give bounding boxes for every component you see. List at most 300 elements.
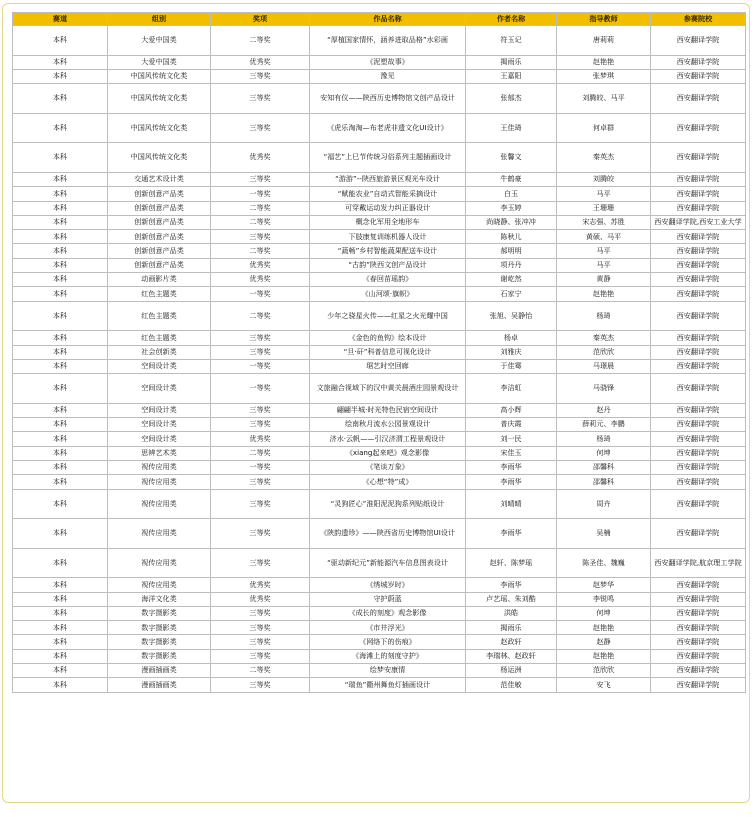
cell-teacher: 马骁锋 bbox=[557, 374, 651, 404]
cell-track: 本科 bbox=[13, 374, 108, 404]
cell-author: 张郁杰 bbox=[466, 84, 557, 114]
cell-teacher: 赵艳艳 bbox=[557, 621, 651, 635]
cell-teacher: 秦英杰 bbox=[557, 331, 651, 345]
cell-school: 西安翻译学院 bbox=[651, 489, 746, 519]
cell-author: 李雨华 bbox=[466, 460, 557, 474]
cell-group: 大爱中国类 bbox=[108, 55, 211, 69]
table-row bbox=[13, 215, 746, 229]
cell-track: 本科 bbox=[13, 432, 108, 446]
cell-teacher: 赵艳艳 bbox=[557, 55, 651, 69]
cell-author: 普庆霞 bbox=[466, 418, 557, 432]
cell-track: 本科 bbox=[13, 621, 108, 635]
cell-track: 本科 bbox=[13, 215, 108, 229]
cell-title: 《市井浮光》 bbox=[310, 621, 466, 635]
cell-author: 高小辉 bbox=[466, 403, 557, 417]
cell-track: 本科 bbox=[13, 446, 108, 460]
cell-track: 本科 bbox=[13, 678, 108, 692]
cell-school: 西安翻译学院 bbox=[651, 635, 746, 649]
awards-table bbox=[12, 12, 746, 693]
cell-teacher: 马平 bbox=[557, 244, 651, 258]
cell-group: 创新创意产品类 bbox=[108, 258, 211, 272]
cell-group: 创新创意产品类 bbox=[108, 187, 211, 201]
cell-teacher: 杨琦 bbox=[557, 301, 651, 331]
cell-teacher: 赵梦华 bbox=[557, 578, 651, 592]
cell-group: 社会创新类 bbox=[108, 345, 211, 359]
cell-school: 西安翻译学院 bbox=[651, 201, 746, 215]
cell-title: “古韵”陕西文创产品设计 bbox=[310, 258, 466, 272]
cell-award: 三等奖 bbox=[211, 489, 310, 519]
cell-school: 西安翻译学院 bbox=[651, 475, 746, 489]
cell-school: 西安翻译学院 bbox=[651, 301, 746, 331]
cell-teacher: 秦英杰 bbox=[557, 143, 651, 173]
table-row bbox=[13, 69, 746, 83]
cell-title: 济水·云帆——引汉济渭工程景观设计 bbox=[310, 432, 466, 446]
cell-author: 白玉 bbox=[466, 187, 557, 201]
cell-author: 李雨华 bbox=[466, 475, 557, 489]
cell-group: 视传应用类 bbox=[108, 519, 211, 549]
cell-teacher: 杨琦 bbox=[557, 432, 651, 446]
cell-author: 杨运洲 bbox=[466, 664, 557, 678]
cell-title: “灵狗匠心”淮阳泥泥狗系列贴纸设计 bbox=[310, 489, 466, 519]
cell-teacher: 范欣欣 bbox=[557, 345, 651, 359]
cell-teacher: 马平 bbox=[557, 258, 651, 272]
cell-school: 西安翻译学院,航京理工学院 bbox=[651, 548, 746, 578]
cell-group: 中国风传统文化类 bbox=[108, 143, 211, 173]
cell-group: 创新创意产品类 bbox=[108, 201, 211, 215]
cell-track: 本科 bbox=[13, 113, 108, 143]
header-title: 作品名称 bbox=[310, 13, 466, 26]
cell-title: 绘梦安康情 bbox=[310, 664, 466, 678]
cell-title: 概念化军用全地形车 bbox=[310, 215, 466, 229]
cell-group: 创新创意产品类 bbox=[108, 230, 211, 244]
cell-track: 本科 bbox=[13, 475, 108, 489]
cell-award: 二等奖 bbox=[211, 26, 310, 56]
cell-school: 西安翻译学院 bbox=[651, 244, 746, 258]
cell-group: 视传应用类 bbox=[108, 475, 211, 489]
table-row bbox=[13, 143, 746, 173]
cell-group: 红色主题类 bbox=[108, 331, 211, 345]
cell-track: 本科 bbox=[13, 258, 108, 272]
cell-school: 西安翻译学院 bbox=[651, 621, 746, 635]
cell-author: 杨卓 bbox=[466, 331, 557, 345]
cell-award: 三等奖 bbox=[211, 230, 310, 244]
cell-group: 大爱中国类 bbox=[108, 26, 211, 56]
cell-group: 数字摄影类 bbox=[108, 635, 211, 649]
cell-award: 二等奖 bbox=[211, 215, 310, 229]
cell-group: 思辨艺术类 bbox=[108, 446, 211, 460]
cell-group: 视传应用类 bbox=[108, 548, 211, 578]
cell-track: 本科 bbox=[13, 548, 108, 578]
cell-school: 西安翻译学院 bbox=[651, 331, 746, 345]
cell-teacher: 李锐鸣 bbox=[557, 592, 651, 606]
cell-title: 《成长的刻度》观念影像 bbox=[310, 606, 466, 620]
table-row bbox=[13, 578, 746, 592]
cell-author: 于佳骞 bbox=[466, 359, 557, 373]
table-row bbox=[13, 374, 746, 404]
cell-teacher: 何坤 bbox=[557, 606, 651, 620]
cell-title: 绘南秋月流水公园景观设计 bbox=[310, 418, 466, 432]
table-row bbox=[13, 664, 746, 678]
cell-school: 西安翻译学院 bbox=[651, 69, 746, 83]
cell-teacher: 邵馨科 bbox=[557, 460, 651, 474]
cell-author: 郝明明 bbox=[466, 244, 557, 258]
cell-school: 西安翻译学院 bbox=[651, 606, 746, 620]
cell-track: 本科 bbox=[13, 359, 108, 373]
table-row bbox=[13, 592, 746, 606]
cell-school: 西安翻译学院 bbox=[651, 187, 746, 201]
cell-school: 西安翻译学院 bbox=[651, 446, 746, 460]
cell-track: 本科 bbox=[13, 244, 108, 258]
cell-author: 陈秋儿 bbox=[466, 230, 557, 244]
cell-award: 一等奖 bbox=[211, 460, 310, 474]
cell-award: 三等奖 bbox=[211, 649, 310, 663]
cell-track: 本科 bbox=[13, 187, 108, 201]
table-row bbox=[13, 418, 746, 432]
cell-group: 漫画插画类 bbox=[108, 678, 211, 692]
cell-track: 本科 bbox=[13, 143, 108, 173]
cell-teacher: 黄硕、马平 bbox=[557, 230, 651, 244]
cell-teacher: 赵艳艳 bbox=[557, 649, 651, 663]
cell-teacher: 宋志强、苏胜 bbox=[557, 215, 651, 229]
table-row bbox=[13, 84, 746, 114]
cell-group: 交通艺术设计类 bbox=[108, 172, 211, 186]
cell-track: 本科 bbox=[13, 635, 108, 649]
cell-title: 《海滩上的刻度守护》 bbox=[310, 649, 466, 663]
cell-title: 少年之骁星火传——红星之火光耀中国 bbox=[310, 301, 466, 331]
cell-group: 视传应用类 bbox=[108, 489, 211, 519]
cell-award: 优秀奖 bbox=[211, 258, 310, 272]
cell-author: 刘一民 bbox=[466, 432, 557, 446]
table-row bbox=[13, 432, 746, 446]
cell-author: 谢屹然 bbox=[466, 273, 557, 287]
cell-title: 《xiang起来吧》观念影像 bbox=[310, 446, 466, 460]
cell-track: 本科 bbox=[13, 273, 108, 287]
cell-school: 西安翻译学院 bbox=[651, 230, 746, 244]
table-body bbox=[13, 26, 746, 693]
cell-track: 本科 bbox=[13, 301, 108, 331]
cell-teacher: 周卉 bbox=[557, 489, 651, 519]
cell-school: 西安翻译学院 bbox=[651, 578, 746, 592]
cell-award: 优秀奖 bbox=[211, 432, 310, 446]
cell-track: 本科 bbox=[13, 403, 108, 417]
cell-group: 海洋文化类 bbox=[108, 592, 211, 606]
cell-author: 石家宁 bbox=[466, 287, 557, 301]
cell-award: 一等奖 bbox=[211, 287, 310, 301]
header-award: 奖项 bbox=[211, 13, 310, 26]
cell-teacher: 赵丹 bbox=[557, 403, 651, 417]
cell-school: 西安翻译学院 bbox=[651, 273, 746, 287]
table-row bbox=[13, 606, 746, 620]
table-row bbox=[13, 273, 746, 287]
cell-group: 空间设计类 bbox=[108, 432, 211, 446]
cell-group: 中国风传统文化类 bbox=[108, 69, 211, 83]
cell-group: 数字摄影类 bbox=[108, 649, 211, 663]
cell-group: 数字摄影类 bbox=[108, 606, 211, 620]
cell-title: 守护蔚蓝 bbox=[310, 592, 466, 606]
table-row bbox=[13, 187, 746, 201]
cell-award: 优秀奖 bbox=[211, 273, 310, 287]
cell-school: 西安翻译学院 bbox=[651, 359, 746, 373]
header-author: 作者名称 bbox=[466, 13, 557, 26]
cell-teacher: 马平 bbox=[557, 187, 651, 201]
cell-track: 本科 bbox=[13, 460, 108, 474]
cell-school: 西安翻译学院 bbox=[651, 55, 746, 69]
cell-teacher: 唐莉莉 bbox=[557, 26, 651, 56]
header-teacher: 指导教师 bbox=[557, 13, 651, 26]
cell-group: 数字摄影类 bbox=[108, 621, 211, 635]
cell-title: 翩翩半城·时光特色民宿空间设计 bbox=[310, 403, 466, 417]
cell-track: 本科 bbox=[13, 664, 108, 678]
cell-award: 三等奖 bbox=[211, 84, 310, 114]
cell-award: 优秀奖 bbox=[211, 592, 310, 606]
table-row bbox=[13, 621, 746, 635]
cell-author: 赵政轩 bbox=[466, 635, 557, 649]
cell-group: 中国风传统文化类 bbox=[108, 113, 211, 143]
cell-title: 《笔谈万象》 bbox=[310, 460, 466, 474]
cell-school: 西安翻译学院 bbox=[651, 374, 746, 404]
cell-teacher: 吴楠 bbox=[557, 519, 651, 549]
cell-school: 西安翻译学院 bbox=[651, 592, 746, 606]
cell-teacher: 何坤 bbox=[557, 446, 651, 460]
cell-track: 本科 bbox=[13, 84, 108, 114]
table-row bbox=[13, 55, 746, 69]
cell-title: “蔬畅”乡村智能蔬果配送车设计 bbox=[310, 244, 466, 258]
table-row bbox=[13, 258, 746, 272]
cell-track: 本科 bbox=[13, 69, 108, 83]
cell-title: 《网络下的伤痕》 bbox=[310, 635, 466, 649]
cell-group: 中国风传统文化类 bbox=[108, 84, 211, 114]
cell-group: 创新创意产品类 bbox=[108, 244, 211, 258]
table-row bbox=[13, 460, 746, 474]
header-track: 赛道 bbox=[13, 13, 108, 26]
cell-group: 空间设计类 bbox=[108, 359, 211, 373]
cell-group: 漫画插画类 bbox=[108, 664, 211, 678]
table-row bbox=[13, 301, 746, 331]
cell-award: 三等奖 bbox=[211, 331, 310, 345]
cell-school: 西安翻译学院 bbox=[651, 345, 746, 359]
cell-school: 西安翻译学院 bbox=[651, 460, 746, 474]
cell-award: 一等奖 bbox=[211, 374, 310, 404]
cell-track: 本科 bbox=[13, 418, 108, 432]
cell-award: 三等奖 bbox=[211, 172, 310, 186]
cell-group: 视传应用类 bbox=[108, 460, 211, 474]
table-row bbox=[13, 475, 746, 489]
table-row bbox=[13, 113, 746, 143]
cell-author: 牛鹤豪 bbox=[466, 172, 557, 186]
cell-title: 《心想“特”成》 bbox=[310, 475, 466, 489]
cell-track: 本科 bbox=[13, 26, 108, 56]
table-row bbox=[13, 446, 746, 460]
table-row bbox=[13, 489, 746, 519]
cell-award: 二等奖 bbox=[211, 446, 310, 460]
cell-teacher: 范欣欣 bbox=[557, 664, 651, 678]
cell-author: 宋佳玉 bbox=[466, 446, 557, 460]
cell-author: 刘雅庆 bbox=[466, 345, 557, 359]
cell-track: 本科 bbox=[13, 230, 108, 244]
cell-track: 本科 bbox=[13, 592, 108, 606]
cell-author: 卢艺瑶、朱刘酷 bbox=[466, 592, 557, 606]
cell-author: 项丹丹 bbox=[466, 258, 557, 272]
cell-award: 三等奖 bbox=[211, 621, 310, 635]
cell-school: 西安翻译学院 bbox=[651, 143, 746, 173]
table-frame bbox=[2, 3, 750, 803]
cell-author: 张旭、吴静怡 bbox=[466, 301, 557, 331]
cell-award: 三等奖 bbox=[211, 418, 310, 432]
table-row bbox=[13, 649, 746, 663]
cell-school: 西安翻译学院 bbox=[651, 287, 746, 301]
cell-track: 本科 bbox=[13, 489, 108, 519]
cell-teacher: 邵馨科 bbox=[557, 475, 651, 489]
cell-teacher: 刘腾皎 bbox=[557, 172, 651, 186]
cell-award: 三等奖 bbox=[211, 69, 310, 83]
cell-award: 一等奖 bbox=[211, 359, 310, 373]
cell-teacher: 陈圣佳、魏巍 bbox=[557, 548, 651, 578]
cell-school: 西安翻译学院 bbox=[651, 403, 746, 417]
table-row bbox=[13, 230, 746, 244]
cell-group: 红色主题类 bbox=[108, 301, 211, 331]
cell-title: “驱动新纪元”新能源汽车信息图表设计 bbox=[310, 548, 466, 578]
table-row bbox=[13, 331, 746, 345]
table-row bbox=[13, 201, 746, 215]
table-row bbox=[13, 26, 746, 56]
cell-group: 空间设计类 bbox=[108, 374, 211, 404]
cell-title: “福艺”上巳节传统习俗系列主题插画设计 bbox=[310, 143, 466, 173]
cell-school: 西安翻译学院 bbox=[651, 418, 746, 432]
cell-track: 本科 bbox=[13, 649, 108, 663]
table-row bbox=[13, 244, 746, 258]
cell-award: 二等奖 bbox=[211, 664, 310, 678]
header-group: 组别 bbox=[108, 13, 211, 26]
cell-track: 本科 bbox=[13, 172, 108, 186]
cell-school: 西安翻译学院 bbox=[651, 664, 746, 678]
cell-title: 豫见 bbox=[310, 69, 466, 83]
cell-title: 安知有仪——陕西历史博物馆文创产品设计 bbox=[310, 84, 466, 114]
cell-group: 视传应用类 bbox=[108, 578, 211, 592]
table-row bbox=[13, 678, 746, 692]
cell-group: 红色主题类 bbox=[108, 287, 211, 301]
cell-title: “瑞鱼”衢州舞鱼灯插画设计 bbox=[310, 678, 466, 692]
cell-school: 西安翻译学院 bbox=[651, 519, 746, 549]
cell-teacher: 刘腾皎、马平 bbox=[557, 84, 651, 114]
cell-title: 可穿戴运动发力纠正器设计 bbox=[310, 201, 466, 215]
cell-track: 本科 bbox=[13, 287, 108, 301]
cell-award: 二等奖 bbox=[211, 244, 310, 258]
cell-title: 琚艺时空回廊 bbox=[310, 359, 466, 373]
cell-award: 三等奖 bbox=[211, 678, 310, 692]
cell-author: 揭雨乐 bbox=[466, 621, 557, 635]
cell-title: 《陕韵遗珍》——陕西省历史博物馆UI设计 bbox=[310, 519, 466, 549]
cell-school: 西安翻译学院 bbox=[651, 84, 746, 114]
table-row bbox=[13, 519, 746, 549]
cell-author: 刘晴晴 bbox=[466, 489, 557, 519]
cell-teacher: 何卓群 bbox=[557, 113, 651, 143]
cell-teacher: 赵艳艳 bbox=[557, 287, 651, 301]
table-header-row bbox=[13, 13, 746, 26]
header-school: 参赛院校 bbox=[651, 13, 746, 26]
cell-award: 三等奖 bbox=[211, 606, 310, 620]
cell-award: 三等奖 bbox=[211, 345, 310, 359]
table-row bbox=[13, 403, 746, 417]
cell-teacher: 马璟晨 bbox=[557, 359, 651, 373]
cell-track: 本科 bbox=[13, 578, 108, 592]
table-row bbox=[13, 345, 746, 359]
cell-author: 揭雨乐 bbox=[466, 55, 557, 69]
cell-school: 西安翻译学院,西安工业大学 bbox=[651, 215, 746, 229]
cell-group: 动画影片类 bbox=[108, 273, 211, 287]
cell-teacher: 张梦琪 bbox=[557, 69, 651, 83]
cell-teacher: 薛莉元、李鹏 bbox=[557, 418, 651, 432]
cell-author: 李瑞林、赵政轩 bbox=[466, 649, 557, 663]
cell-title: 《绣城岁时》 bbox=[310, 578, 466, 592]
cell-group: 空间设计类 bbox=[108, 418, 211, 432]
table-row bbox=[13, 548, 746, 578]
cell-school: 西安翻译学院 bbox=[651, 258, 746, 272]
cell-track: 本科 bbox=[13, 331, 108, 345]
cell-award: 三等奖 bbox=[211, 548, 310, 578]
cell-track: 本科 bbox=[13, 519, 108, 549]
cell-title: “游游”--陕西旅游景区观光车设计 bbox=[310, 172, 466, 186]
cell-title: 《山河颂·旗帜》 bbox=[310, 287, 466, 301]
cell-author: 王嘉阳 bbox=[466, 69, 557, 83]
cell-title: 下肢康复训练机器人设计 bbox=[310, 230, 466, 244]
cell-author: 李雨华 bbox=[466, 578, 557, 592]
cell-teacher: 赵静 bbox=[557, 635, 651, 649]
cell-title: “旦·矸”科普信息可视化设计 bbox=[310, 345, 466, 359]
cell-title: “赋能农业”自动式智能采摘设计 bbox=[310, 187, 466, 201]
cell-award: 三等奖 bbox=[211, 403, 310, 417]
cell-teacher: 王珊珊 bbox=[557, 201, 651, 215]
cell-group: 空间设计类 bbox=[108, 403, 211, 417]
cell-award: 二等奖 bbox=[211, 301, 310, 331]
cell-author: 李洁虹 bbox=[466, 374, 557, 404]
table-row bbox=[13, 172, 746, 186]
cell-author: 符玉记 bbox=[466, 26, 557, 56]
cell-title: “厚植国家情怀，涵养进取品格”水彩画 bbox=[310, 26, 466, 56]
cell-title: 《春回苗瑶韵》 bbox=[310, 273, 466, 287]
cell-school: 西安翻译学院 bbox=[651, 432, 746, 446]
cell-school: 西安翻译学院 bbox=[651, 678, 746, 692]
cell-author: 李玉婷 bbox=[466, 201, 557, 215]
cell-school: 西安翻译学院 bbox=[651, 649, 746, 663]
cell-group: 创新创意产品类 bbox=[108, 215, 211, 229]
cell-award: 二等奖 bbox=[211, 201, 310, 215]
cell-title: 《金色的鱼钩》绘本设计 bbox=[310, 331, 466, 345]
cell-award: 三等奖 bbox=[211, 113, 310, 143]
cell-title: 《泥塑故事》 bbox=[310, 55, 466, 69]
cell-author: 李雨华 bbox=[466, 519, 557, 549]
cell-track: 本科 bbox=[13, 201, 108, 215]
cell-award: 优秀奖 bbox=[211, 143, 310, 173]
cell-award: 优秀奖 bbox=[211, 578, 310, 592]
cell-school: 西安翻译学院 bbox=[651, 172, 746, 186]
cell-author: 王佳琦 bbox=[466, 113, 557, 143]
cell-school: 西安翻译学院 bbox=[651, 113, 746, 143]
table-row bbox=[13, 359, 746, 373]
cell-author: 范佳敏 bbox=[466, 678, 557, 692]
cell-title: 《虎乐淘淘—布老虎非遗文化UI设计》 bbox=[310, 113, 466, 143]
cell-teacher: 黄静 bbox=[557, 273, 651, 287]
cell-award: 三等奖 bbox=[211, 519, 310, 549]
cell-author: 张馨文 bbox=[466, 143, 557, 173]
cell-award: 一等奖 bbox=[211, 187, 310, 201]
cell-title: 文旅融合视域下的汉中黄关晨酒庄园景观设计 bbox=[310, 374, 466, 404]
cell-track: 本科 bbox=[13, 606, 108, 620]
table-row bbox=[13, 287, 746, 301]
cell-school: 西安翻译学院 bbox=[651, 26, 746, 56]
cell-award: 三等奖 bbox=[211, 475, 310, 489]
cell-award: 三等奖 bbox=[211, 635, 310, 649]
cell-author: 尚晓静、张冲冲 bbox=[466, 215, 557, 229]
